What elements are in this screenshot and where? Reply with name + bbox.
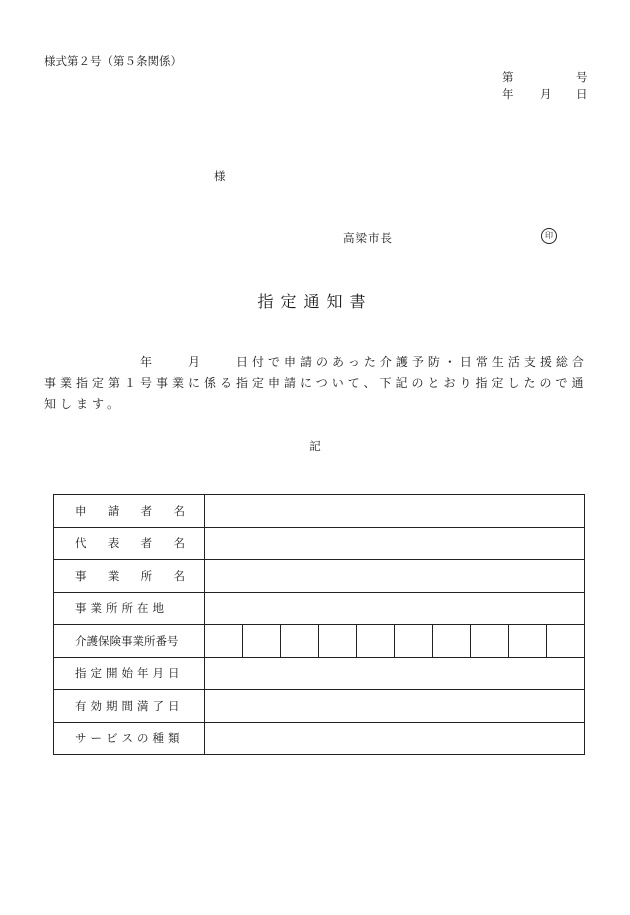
row-label: 事業所所在地 bbox=[75, 601, 168, 616]
document-title: 指定通知書 bbox=[257, 292, 373, 311]
provider-number-box[interactable] bbox=[356, 625, 394, 657]
row-label-cell bbox=[54, 722, 205, 755]
body-text: 年 月 日付で申請のあった介護予防・日常生活支援総合事業指定第１号事業に係る指定申請について、下記のとおり指定したので通知します。 bbox=[44, 355, 588, 411]
sender-title: 高梁市長 bbox=[343, 231, 393, 245]
provider-number-box[interactable] bbox=[546, 625, 584, 657]
date-day: 日 bbox=[576, 87, 588, 101]
row-label-cell bbox=[54, 527, 205, 560]
row-label: 有効期間満了日 bbox=[75, 698, 184, 713]
row-value-cell[interactable] bbox=[205, 495, 585, 528]
table-row bbox=[54, 690, 585, 723]
table-row bbox=[54, 560, 585, 593]
row-value-cell[interactable] bbox=[205, 560, 585, 593]
provider-number-box[interactable] bbox=[432, 625, 470, 657]
row-value-cell[interactable] bbox=[205, 657, 585, 690]
row-label: 申 請 者 名 bbox=[75, 503, 185, 518]
table-row bbox=[54, 722, 585, 755]
provider-number-box[interactable] bbox=[242, 625, 280, 657]
row-label-cell bbox=[54, 592, 205, 625]
provider-number-box[interactable] bbox=[470, 625, 508, 657]
date-year: 年 bbox=[502, 87, 514, 101]
row-label: 代 表 者 名 bbox=[75, 536, 185, 551]
row-label-cell bbox=[54, 657, 205, 690]
table-row bbox=[54, 527, 585, 560]
row-value-cell[interactable] bbox=[205, 592, 585, 625]
row-value-cell[interactable] bbox=[205, 690, 585, 723]
provider-number-box[interactable] bbox=[280, 625, 318, 657]
number-suffix: 号 bbox=[576, 70, 588, 84]
table-row bbox=[54, 625, 585, 658]
ki-heading: 記 bbox=[309, 439, 321, 453]
provider-number-box[interactable] bbox=[205, 625, 242, 657]
row-label: 介護保険事業所番号 bbox=[75, 633, 179, 648]
row-value-cell[interactable] bbox=[205, 527, 585, 560]
row-label-cell bbox=[54, 690, 205, 723]
date-month: 月 bbox=[540, 87, 552, 101]
form-number: 様式第２号（第５条関係） bbox=[44, 54, 182, 68]
provider-number-box[interactable] bbox=[508, 625, 546, 657]
row-label-cell bbox=[54, 625, 205, 658]
table-row bbox=[54, 495, 585, 528]
provider-number-grid[interactable] bbox=[205, 625, 584, 657]
row-label: 事 業 所 名 bbox=[75, 568, 185, 583]
provider-number-cell[interactable] bbox=[205, 625, 585, 658]
table-row bbox=[54, 592, 585, 625]
row-label: 指定開始年月日 bbox=[75, 666, 184, 681]
number-prefix: 第 bbox=[502, 70, 514, 84]
table-row bbox=[54, 657, 585, 690]
provider-number-box[interactable] bbox=[318, 625, 356, 657]
row-label-cell bbox=[54, 560, 205, 593]
row-label: サービスの種類 bbox=[75, 731, 184, 746]
provider-number-box[interactable] bbox=[394, 625, 432, 657]
addressee-honorific: 様 bbox=[214, 169, 226, 183]
row-label-cell bbox=[54, 495, 205, 528]
seal-mark: 印 bbox=[541, 228, 557, 244]
row-value-cell[interactable] bbox=[205, 722, 585, 755]
details-table bbox=[53, 494, 585, 755]
